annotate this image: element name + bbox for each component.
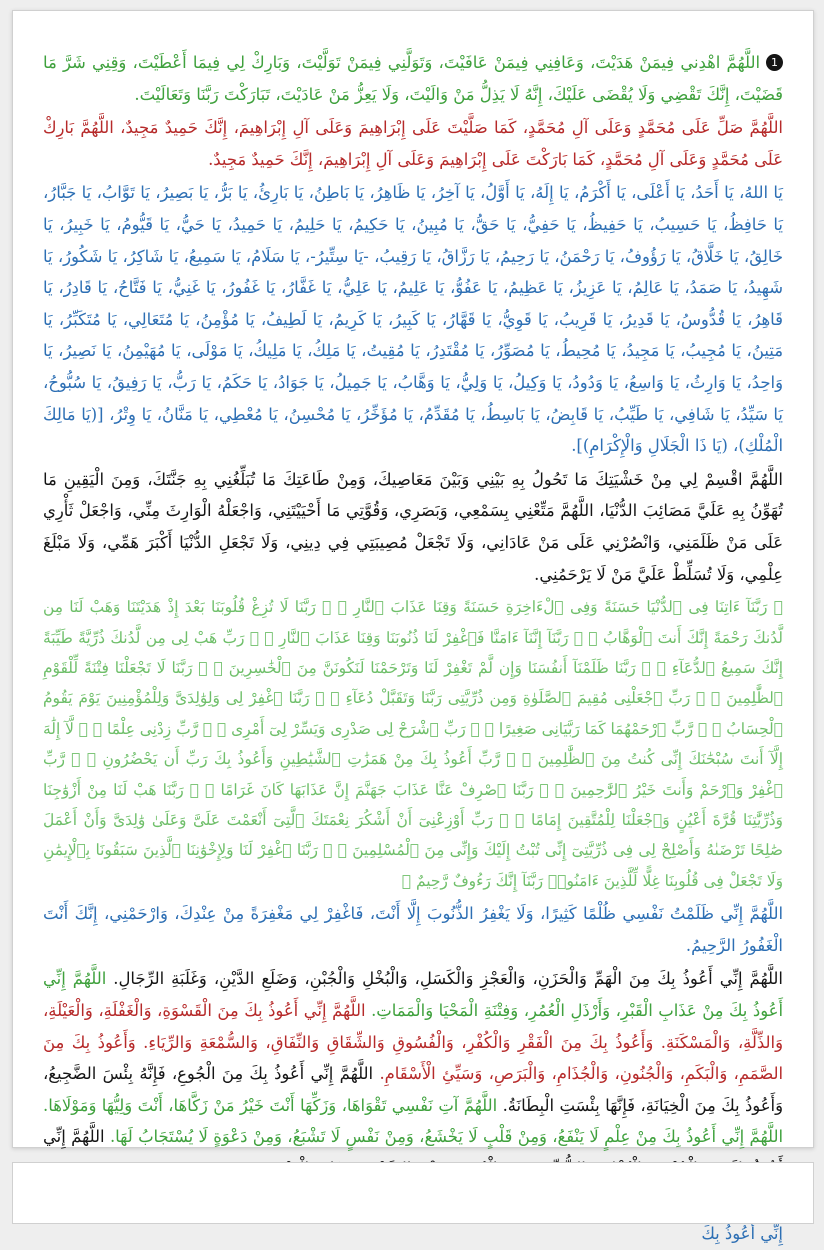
paragraph-hamm-hazan-dua — [43, 963, 783, 1184]
paragraph-text: اللَّهُمَّ إِنِّي أَعُوذُ بِكَ مِنَ الْقَسْوَةِ، وَالْغَفْلَةِ، وَالْعَيْلَةِ، وَالذِّلَّةِ، وَالْمَسْكَنَةِ. وَأَعُوذُ بِكَ مِنَ الْفَقْرِ وَالْكُفْرِ، وَالْفُسُوقِ وَالشِّقَاقِ وَالنِّفَاقِ، وَالسُّمْعَةِ وَالرِّيَاءِ. وَأَعُوذُ بِكَ مِنَ الصَّمَمِ، وَالْبَكَمِ، وَالْجُنُونِ، وَالْجُذَامِ، وَالْبَرَصِ، وَسَيِّئِ الْأَسْقَامِ. — [43, 1000, 783, 1084]
paragraph-khashyah-dua — [43, 464, 783, 590]
paragraph-text: ﴿ رَبَّنَآ ءَاتِنَا فِى ٱلدُّنْيَا حَسَنَةً وَفِى ٱلْءَاخِرَةِ حَسَنَةً وَقِنَا عَذَابَ ٱلنَّارِ ﴾ ﴿ رَبَّنَا لَا تُزِغْ قُلُوبَنَا بَعْدَ إِذْ هَدَيْتَنَا وَهَبْ لَنَا مِن لَّدُنكَ رَحْمَةً إِنَّكَ أَنتَ ٱلْوَهَّابُ ﴾ ﴿ رَبَّنَآ إِنَّنَآ ءَامَنَّا فَٱغْفِرْ لَنَا ذُنُوبَنَا وَقِنَا عَذَابَ ٱلنَّارِ ﴾ ﴿ رَبِّ هَبْ لِى مِن لَّدُنكَ ذُرِّيَّةً طَيِّبَةً إِنَّكَ سَمِيعُ ٱلدُّعَآءِ ﴾ ﴿ رَبَّنَا ظَلَمْنَآ أَنفُسَنَا وَإِن لَّمْ تَغْفِرْ لَنَا وَتَرْحَمْنَا لَنَكُونَنَّ مِنَ ٱلْخَٰسِرِينَ ﴾ ﴿ رَبَّنَا لَا تَجْعَلْنَا فِتْنَةً لِّلْقَوْمِ ٱلظَّٰلِمِينَ ﴾ ﴿ رَبِّ ٱجْعَلْنِى مُقِيمَ ٱلصَّلَوٰةِ وَمِن ذُرِّيَّتِى رَبَّنَا وَتَقَبَّلْ دُعَآءِ ﴾ ﴿ رَبَّنَا ٱغْفِرْ لِى وَلِوَٰلِدَىَّ وَلِلْمُؤْمِنِينَ يَوْمَ يَقُومُ ٱلْحِسَابُ ﴾ ﴿ رَّبِّ ٱرْحَمْهُمَا كَمَا رَبَّيَانِى صَغِيرًا ﴾ ﴿ رَبِّ ٱشْرَحْ لِى صَدْرِى وَيَسِّرْ لِىٓ أَمْرِى ﴾ ﴿ رَّبِّ زِدْنِى عِلْمًا ﴾ ﴿ لَّآ إِلَٰهَ إِلَّآ أَنتَ سُبْحَٰنَكَ إِنِّى كُنتُ مِنَ ٱلظَّٰلِمِينَ ﴾ ﴿ رَّبِّ أَعُوذُ بِكَ مِنْ هَمَزَٰتِ ٱلشَّيَٰطِينِ وَأَعُوذُ بِكَ رَبِّ أَن يَحْضُرُونِ ﴾ ﴿ رَّبِّ ٱغْفِرْ وَٱرْحَمْ وَأَنتَ خَيْرُ ٱلرَّٰحِمِينَ ﴾ ﴿ رَبَّنَا ٱصْرِفْ عَنَّا عَذَابَ جَهَنَّمَ إِنَّ عَذَابَهَا كَانَ غَرَامًا ﴾ ﴿ رَبَّنَا هَبْ لَنَا مِنْ أَزْوَٰجِنَا وَذُرِّيَّٰتِنَا قُرَّةَ أَعْيُنٍ وَٱجْعَلْنَا لِلْمُتَّقِينَ إِمَامًا ﴾ ﴿ رَبِّ أَوْزِعْنِىٓ أَنْ أَشْكُرَ نِعْمَتَكَ ٱلَّتِىٓ أَنْعَمْتَ عَلَىَّ وَعَلَىٰ وَٰلِدَىَّ وَأَنْ أَعْمَلَ صَٰلِحًا تَرْضَىٰهُ وَأَصْلِحْ لِى فِى ذُرِّيَّتِىٓ إِنِّى تُبْتُ إِلَيْكَ وَإِنِّى مِنَ ٱلْمُسْلِمِينَ ﴾ ﴿ رَبَّنَا ٱغْفِرْ لَنَا وَلِإِخْوَٰنِنَا ٱلَّذِينَ سَبَقُونَا بِٱلْإِيمَٰنِ وَلَا تَجْعَلْ فِى قُلُوبِنَا غِلًّا لِّلَّذِينَ ءَامَنُوا۟ رَبَّنَآ إِنَّكَ رَءُوفٌ رَّحِيمٌ ﴾ — [43, 598, 783, 890]
paragraph-qunut-dua — [43, 47, 783, 110]
paragraph-quranic-duas — [43, 592, 783, 896]
paragraph-text: اللَّهُمَّ إِنِّي أَعُوذُ بِكَ مِنَ الْجُوعِ، فَإِنَّهُ بِئْسَ الضَّجِيعُ، وَأَعُوذُ بِكَ مِنَ الْخِيَانَةِ، فَإِنَّهَا بِئْسَتِ الْبِطَانَةُ. — [43, 1064, 783, 1115]
paragraph-text: اللَّهُمَّ إِنِّي أَعُوذُ بِكَ مِنَ الْهَمِّ وَالْحَزَنِ، وَالْعَجْزِ وَالْكَسَلِ، وَالْبُخْلِ وَالْجُبْنِ، وَضَلَعِ الدَّيْنِ، وَغَلَبَةِ الرِّجَالِ. — [113, 969, 783, 989]
paragraph-zulm-nafs-dua — [43, 898, 783, 961]
paragraph-text: اللَّهُمَّ إِنِّي ظَلَمْتُ نَفْسِي ظُلْمًا كَثِيرًا، وَلَا يَغْفِرُ الذُّنُوبَ إِلَّا أَنْتَ، فَاغْفِرْ لِي مَغْفِرَةً مِنْ عِنْدِكَ، وَارْحَمْنِي، إِنَّكَ أَنْتَ الْغَفُورُ الرَّحِيمُ. — [43, 904, 783, 955]
paragraph-divine-names — [43, 177, 783, 461]
paragraph-text: إِنِّي أَعُوذُ بِكَ — [701, 1224, 783, 1244]
document-page — [12, 10, 814, 1244]
paragraph-text: يَا اللهُ، يَا أَحَدُ، يَا أَعْلَى، يَا أَكْرَمُ، يَا إِلَهُ، يَا أَوَّلُ، يَا آخِرُ، يَا ظَاهِرُ، يَا بَاطِنُ، يَا بَارِئُ، يَا بَرُّ، يَا بَصِيرُ، يَا تَوَّابُ، يَا جَبَّارُ، يَا حَافِظُ، يَا حَسِيبُ، يَا حَفِيظُ، يَا حَفِيُّ، يَا حَقُّ، يَا مُبِينُ، يَا حَكِيمُ، يَا حَلِيمُ، يَا حَمِيدُ، يَا حَيُّ، يَا قَيُّومُ، يَا خَبِيرُ، يَا خَالِقُ، يَا خَلَّاقُ، يَا رَؤُوفُ، يَا رَحْمَنُ، يَا رَحِيمُ، يَا رَزَّاقُ، يَا رَقِيبُ، -يَا سِتِّيرُ-، يَا سَلَامُ، يَا سَمِيعُ، يَا شَاكِرُ، يَا شَكُورُ، يَا شَهِيدُ، يَا صَمَدُ، يَا عَالِمُ، يَا عَزِيزُ، يَا عَظِيمُ، يَا عَفُوُّ، يَا عَلِيمُ، يَا عَلِيُّ، يَا غَفَّارُ، يَا غَفُورُ، يَا غَنِيُّ، يَا فَتَّاحُ، يَا قَادِرُ، يَا قَاهِرُ، يَا قُدُّوسُ، يَا قَدِيرُ، يَا قَرِيبُ، يَا قَوِيُّ، يَا قَهَّارُ، يَا كَبِيرُ، يَا كَرِيمُ، يَا لَطِيفُ، يَا مُؤْمِنُ، يَا مُتَعَالِي، يَا مُتَكَبِّرُ، يَا مَتِينُ، يَا مُجِيبُ، يَا مَجِيدُ، يَا مُحِيطُ، يَا مُصَوِّرُ، يَا مُقْتَدِرُ، يَا مُقِيتُ، يَا مَلِكُ، يَا مَلِيكُ، يَا مَوْلَى، يَا مُهَيْمِنُ، يَا نَصِيرُ، يَا وَاحِدُ، يَا وَارِثُ، يَا وَاسِعُ، يَا وَدُودُ، يَا وَكِيلُ، يَا وَلِيُّ، يَا وَهَّابُ، يَا جَمِيلُ، يَا جَوَادُ، يَا حَكَمُ، يَا رَبُّ، يَا رَفِيقُ، يَا سُبُّوحُ، يَا سَيِّدُ، يَا شَافِي، يَا طَيِّبُ، يَا قَابِضُ، يَا بَاسِطُ، يَا مُقَدِّمُ، يَا مُؤَخِّرُ، يَا مُحْسِنُ، يَا مُعْطِي، يَا مَنَّانُ، يَا وِتْرُ، [(يَا مَالِكَ الْمُلْكِ)، (يَا ذَا الْجَلَالِ وَالْإِكْرَامِ)]. — [43, 183, 783, 456]
paragraph-text: اللَّهُمَّ إِنِّي أَعُوذُ بِكَ مِنْ عَذَابِ الْقَبْرِ، وَأَرْذَلِ الْعُمُرِ، وَفِتْنَةِ الْمَحْيَا وَالْمَمَاتِ. — [43, 969, 783, 1020]
paragraph-text: اللَّهُمَّ اهْدِني فِيمَنْ هَدَيْتَ، وَعَافِنِي فِيمَنْ عَافَيْتَ، وَتَوَلَّنِي فِيمَنْ تَوَلَّيْتَ، وَبَارِكْ لِي فِيمَا أَعْطَيْتَ، وَقِنِي شَرَّ مَا قَضَيْتَ، إِنَّكَ تَقْضِي وَلَا يُقْضَى عَلَيْكَ، إِنَّهُ لَا يَذِلُّ مَنْ وَالَيْتَ، وَلَا يَعِزُّ مَنْ عَادَيْتَ، تَبَارَكْتَ رَبَّنَا وَتَعَالَيْتَ. — [43, 53, 783, 104]
item-number-badge: 1 — [766, 54, 783, 71]
prayer-text-body — [43, 47, 783, 1244]
paragraph-text: اللَّهُمَّ صَلِّ عَلَى مُحَمَّدٍ وَعَلَى آلِ مُحَمَّدٍ، كَمَا صَلَّيْتَ عَلَى إِبْرَاهِيمَ وَعَلَى آلِ إِبْرَاهِيمَ، إِنَّكَ حَمِيدٌ مَجِيدٌ، اللَّهُمَّ بَارِكْ عَلَى مُحَمَّدٍ وَعَلَى آلِ مُحَمَّدٍ، كَمَا بَارَكْتَ عَلَى إِبْرَاهِيمَ وَعَلَى آلِ إِبْرَاهِيمَ، إِنَّكَ حَمِيدٌ مَجِيدٌ. — [43, 118, 783, 169]
next-page-edge — [12, 1162, 814, 1224]
paragraph-text: اللَّهُمَّ اقْسِمْ لِي مِنْ خَشْيَتِكَ مَا تَحُولُ بِهِ بَيْنِي وَبَيْنَ مَعَاصِيكَ، وَمِنْ طَاعَتِكَ مَا تُبَلِّغُنِي بِهِ جَنَّتَكَ، وَمِنَ الْيَقِينِ مَا تُهَوِّنُ بِهِ عَلَيَّ مَصَائِبَ الدُّنْيَا، اللَّهُمَّ مَتِّعْنِي بِسَمْعِي، وَبَصَرِي، وَقُوَّتِي مَا أَحْيَيْتَنِي، وَاجْعَلْهُ الْوَارِثَ مِنِّي، وَاجْعَلْ ثَأْرِي عَلَى مَنْ ظَلَمَنِي، وَانْصُرْنِي عَلَى مَنْ عَادَانِي، وَلَا تَجْعَلْ مُصِيبَتِي فِي دِينِي، وَلَا تَجْعَلِ الدُّنْيَا أَكْبَرَ هَمِّي، وَلَا مَبْلَغَ عِلْمِي، وَلَا تُسَلِّطْ عَلَيَّ مَنْ لَا يَرْحَمُنِي. — [43, 469, 783, 584]
paragraph-salawat — [43, 112, 783, 175]
paragraph-text: اللَّهُمَّ إِنِّي — [43, 1127, 105, 1147]
paragraph-text: اللَّهُمَّ آتِ نَفْسِي تَقْوَاهَا، وَزَكِّهَا أَنْتَ خَيْرُ مَنْ زَكَّاهَا، أَنْتَ وَلِيُّهَا وَمَوْلَاهَا. اللَّهُمَّ إِنِّي أَعُوذُ بِكَ مِنْ عِلْمٍ لَا يَنْفَعُ، وَمِنْ قَلْبٍ لَا يَخْشَعُ، وَمِنْ نَفْسٍ لَا تَشْبَعُ، وَمِنْ دَعْوَةٍ لَا يُسْتَجَابُ لَهَا. — [43, 1095, 783, 1147]
